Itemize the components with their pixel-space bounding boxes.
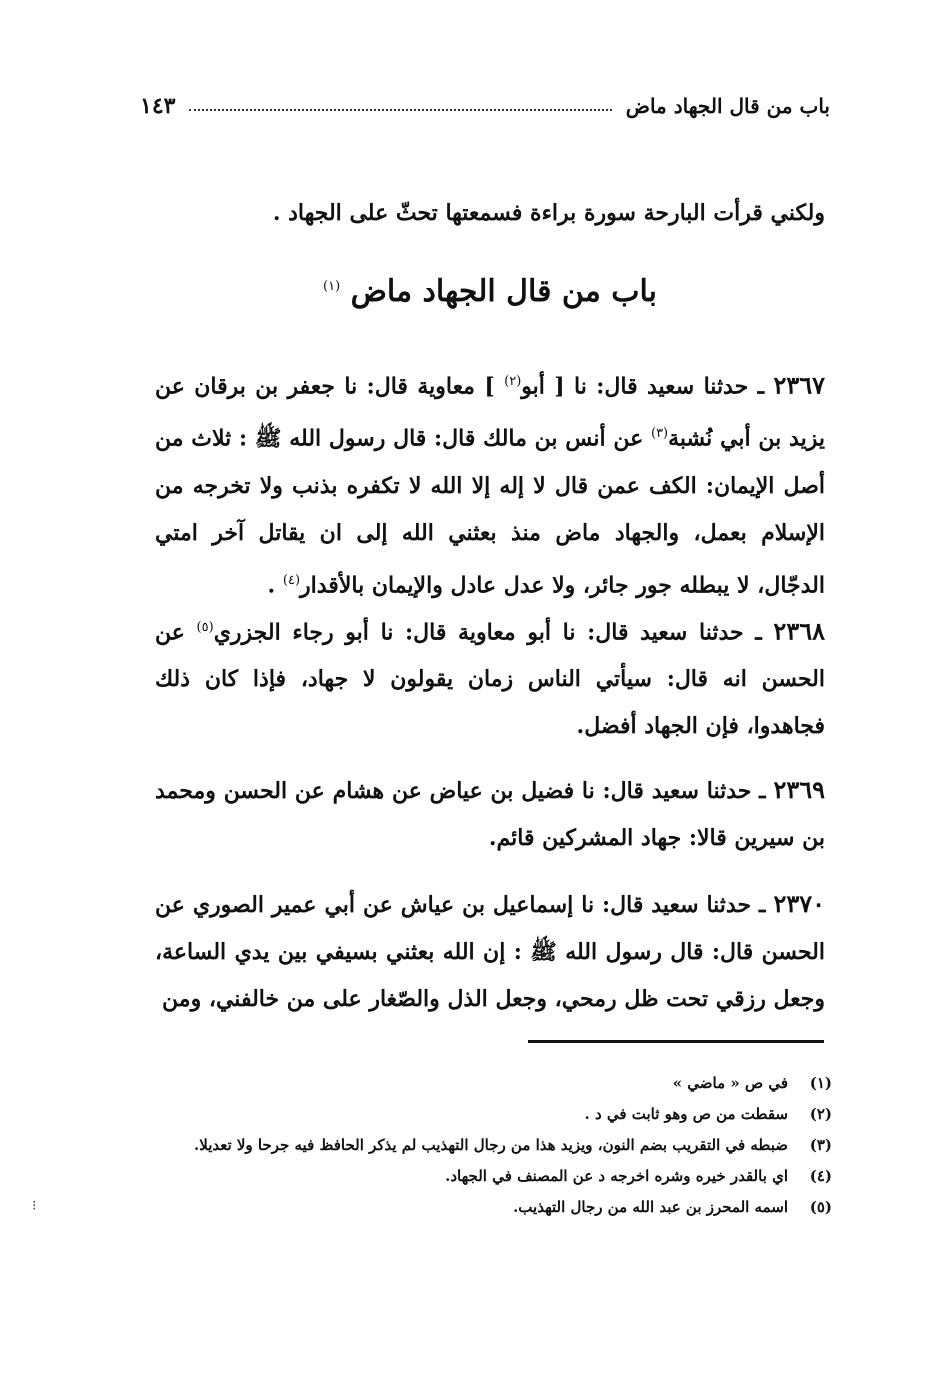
hadith-2367 (155, 358, 825, 609)
footnote-mark: (٥) (809, 1198, 832, 1216)
hadith-text: عن الحسن انه قال: سيأتي الناس زمان يقولون لا جهاد، فإذا كان ذلك فجاهدوا، فإن الجهاد أفضل. (155, 619, 825, 740)
intro-paragraph: ولكني قرأت البارحة سورة براءة فسمعتها تحثّ على الجهاد . (272, 200, 825, 226)
footnote-mark: (١) (809, 1074, 832, 1092)
footnote-mark: (٤) (809, 1167, 832, 1185)
hadith-number: ٢٣٦٧ (773, 370, 825, 400)
hadith-number: ٢٣٦٩ (773, 775, 825, 804)
hadith-text: عن أنس بن مالك قال: قال رسول الله ﷺ : ثلاث من أصل الإيمان: الكف عمن قال لا إله إلا الله لا تكفره بذنب ولا تخرجه من الإسلام بعمل، والجهاد ماض منذ بعثني الله إلى ان يقاتل آخر امتي الدجّال، لا يبطله جور جائر، ولا عدل عادل والإيمان بالأقدار (155, 425, 825, 598)
footnote-text: في ص « ماضي » (672, 1074, 788, 1092)
hadith-text: ـ حدثنا سعيد قال: نا أبو معاوية قال: نا أبو رجاء الجزري (213, 619, 774, 646)
running-title: باب من قال الجهاد ماض (625, 94, 830, 118)
hadith-2370 (155, 880, 825, 1023)
footnote-item (150, 1130, 832, 1161)
running-header (140, 88, 830, 124)
footnote-text: ضبطه في التقريب بضم النون، ويزيد هذا من رجال التهذيب لم يذكر الحافظ فيه جرحا ولا تعديلا. (194, 1136, 788, 1154)
chapter-title (155, 274, 825, 309)
footnote-text: سقطت من ص وهو ثابت في د . (584, 1105, 788, 1123)
footnote-item (150, 1068, 832, 1099)
header-dotted-leader (189, 109, 611, 111)
chapter-title-text: باب من قال الجهاد ماض (350, 274, 657, 309)
chapter-footnote-ref: (١) (323, 279, 341, 294)
hadith-2369 (155, 766, 825, 862)
hadith-text: ـ حدثنا سعيد قال: نا إسماعيل بن عياش عن أبي عمير الصوري عن الحسن قال: قال رسول الله ﷺ : إن الله بعثني بسيفي بين يدي الساعة، وجعل رزقي تحت ظل رمحي، وجعل الذل والصّغار على من خالفني، ومن (155, 892, 825, 1012)
hadith-text: ] معاوية قال: نا جعفر بن برقان عن يزيد بن أبي نُشبة (155, 373, 825, 452)
hadith-2368 (155, 604, 825, 750)
footnote-ref: (٢) (504, 374, 522, 389)
hadith-number: ٢٣٧٠ (773, 889, 825, 918)
margin-mark: ⁝ (32, 1198, 37, 1214)
hadith-number: ٢٣٦٨ (773, 616, 825, 646)
footnote-item (150, 1099, 832, 1130)
footnote-ref: (٤) (282, 572, 301, 588)
footnote-text: اسمه المحرز بن عبد الله من رجال التهذيب. (513, 1198, 788, 1216)
footnote-separator (528, 1040, 824, 1043)
footnote-mark: (٢) (809, 1105, 832, 1123)
footnotes (150, 1068, 832, 1223)
footnote-item (150, 1192, 832, 1223)
page-number: ١٤٣ (140, 93, 176, 119)
hadith-text: . (267, 571, 283, 598)
footnote-ref: (٥) (196, 620, 214, 635)
hadith-text: ـ حدثنا سعيد قال: نا فضيل بن عياض عن هشام عن الحسن ومحمد بن سيرين قالا: جهاد المشركين قائم. (155, 778, 825, 851)
footnote-ref: (٣) (650, 426, 669, 442)
footnote-mark: (٣) (809, 1136, 832, 1154)
hadith-text: ـ حدثنا سعيد قال: نا [ أبو (521, 373, 774, 400)
footnote-text: اي بالقدر خيره وشره اخرجه د عن المصنف في الجهاد. (445, 1167, 788, 1185)
footnote-item (150, 1161, 832, 1192)
